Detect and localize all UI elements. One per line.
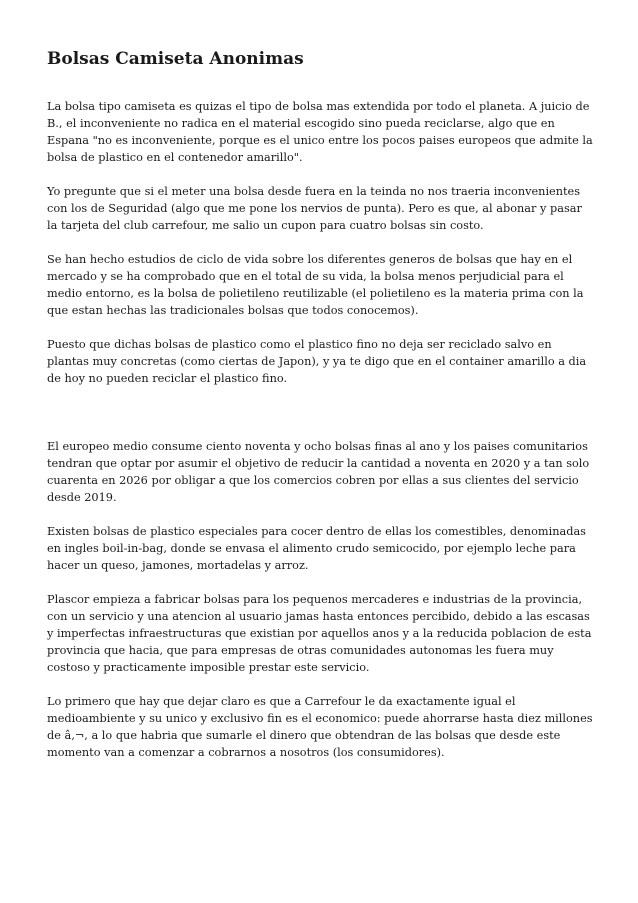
- paragraph-3: Se han hecho estudios de ciclo de vida sobre los diferentes generos de bolsas que hay en el mercado y se ha comprobado que en el total de su vida, la bolsa menos perjudicial para el medio entorno, es la bolsa de polietileno reutilizable (el polietileno es la materia prima con la que estan hechas las tradicionales bolsas que todos conocemos).: [47, 253, 584, 317]
- paragraph-2: Yo pregunte que si el meter una bolsa desde fuera en la teinda no nos traeria inconvenientes con los de Seguridad (algo que me pone los nervios de punta). Pero es que, al abonar y pasar la tarjeta del club carrefour, me salio un cupon para cuatro bolsas sin costo.: [47, 185, 582, 232]
- document-page: [47, 47, 593, 778]
- paragraph-1: La bolsa tipo camiseta es quizas el tipo de bolsa mas extendida por todo el planeta. A juicio de B., el inconveniente no radica en el material escogido sino pueda reciclarse, algo que en Espana "no es inconveniente, porque es el unico entre los pocos paises europeos que admite la bolsa de plastico en el contenedor amarillo".: [47, 100, 593, 164]
- paragraph-7: Plascor empieza a fabricar bolsas para los pequenos mercaderes e industrias de la provincia, con un servicio y una atencion al usuario jamas hasta entonces percibido, debido a las escasas y imperfectas infraestructuras que existian por aquellos anos y a la reducida poblacion de esta provincia que hacia, que para empresas de otras comunidades autonomas les fuera muy costoso y practicamente imposible prestar este servicio.: [47, 593, 592, 674]
- page-title: Bolsas Camiseta Anonimas: [47, 49, 304, 69]
- paragraph-4: Puesto que dichas bolsas de plastico como el plastico fino no deja ser reciclado salvo en plantas muy concretas (como ciertas de Japon), y ya te digo que en el container amarillo a dia de hoy no pueden reciclar el plastico fino.: [47, 338, 587, 385]
- paragraph-8: Lo primero que hay que dejar claro es que a Carrefour le da exactamente igual el medioambiente y su unico y exclusivo fin es el economico: puede ahorrarse hasta diez millones de â‚¬, a lo que habria que sumarle el dinero que obtendran de las bolsas que desde este momento van a comenzar a cobrarnos a nosotros (los consumidores).: [47, 695, 593, 759]
- paragraph-6: Existen bolsas de plastico especiales para cocer dentro de ellas los comestibles, denominadas en ingles boil-in-bag, donde se envasa el alimento crudo semicocido, por ejemplo leche para hacer un queso, jamones, mortadelas y arroz.: [47, 525, 586, 572]
- paragraph-5: El europeo medio consume ciento noventa y ocho bolsas finas al ano y los paises comunitarios tendran que optar por asumir el objetivo de reducir la cantidad a noventa en 2020 y a tan solo cuarenta en 2026 por obligar a que los comercios cobren por ellas a sus clientes del servicio desde 2019.: [47, 440, 590, 504]
- section-spacer: [47, 404, 593, 438]
